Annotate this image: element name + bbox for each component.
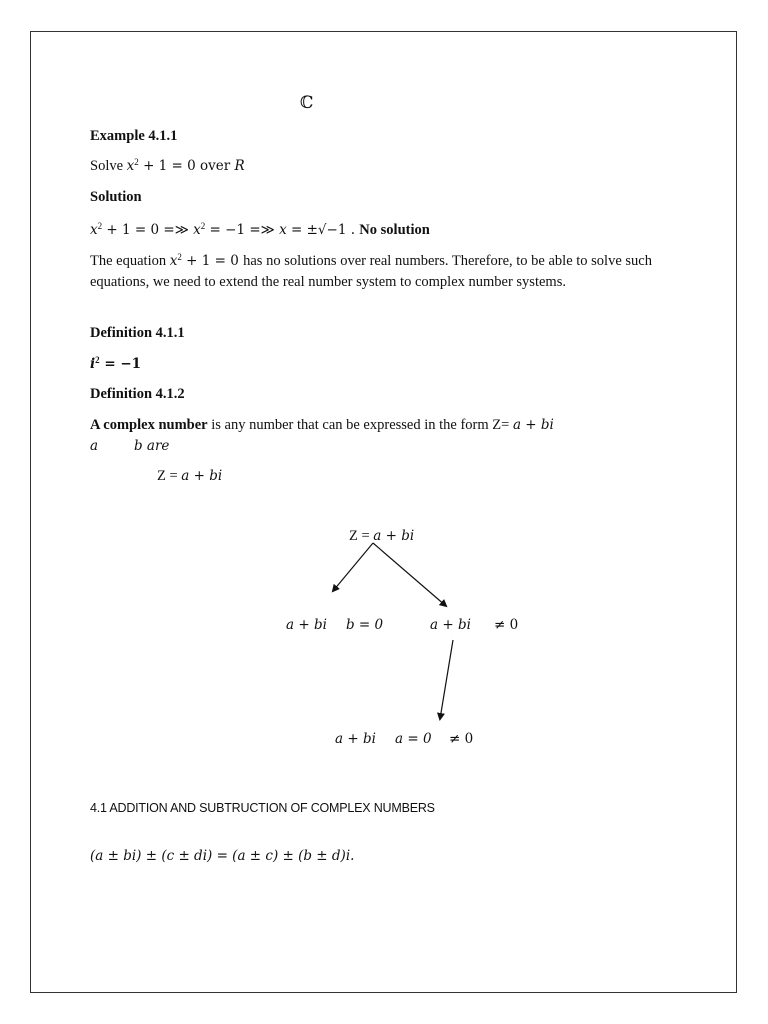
no-solution-label: No solution: [359, 222, 430, 238]
para-rest: has no solutions over real numbers. Therefore, to be able to solve such equations, we need to extend the real number system to complex number systems.: [90, 253, 652, 290]
problem-prefix: Solve: [90, 158, 127, 174]
sol-var-x3: x: [279, 222, 287, 238]
para-prefix: The equation: [90, 253, 170, 269]
def1-i: i: [90, 356, 96, 372]
para-eq: + 1 = 0: [181, 253, 244, 269]
problem-var-x: x: [126, 158, 135, 174]
addition-formula: (a ± bi) ± (c ± di) = (a ± c) ± (b ± d)i.: [90, 848, 355, 864]
problem-equation: + 1 = 0 over: [138, 158, 235, 174]
section-heading: 4.1 ADDITION AND SUBTRUCTION OF COMPLEX NUMBERS: [90, 801, 435, 815]
diagram-bottom-expr: a + bi: [335, 731, 376, 747]
def2-rest: is any number that can be expressed in the form Z=: [207, 417, 513, 433]
definition1-heading: Definition 4.1.1: [90, 325, 185, 341]
def2-b-are: b are: [134, 438, 170, 454]
arrow-to-right-branch: [373, 543, 446, 606]
complex-set-symbol: ℂ: [300, 93, 314, 113]
solution-heading: Solution: [90, 189, 142, 205]
example-heading: Example 4.1.1: [90, 128, 178, 144]
z-form-z: Z =: [157, 468, 182, 484]
arrow-to-left-branch: [333, 543, 373, 591]
diagram-left-expr: a + bi: [286, 617, 327, 633]
diagram-right-expr: a + bi: [430, 617, 471, 633]
sol-part1: + 1 = 0 =≫: [102, 222, 194, 238]
sol-part3: = ±√−1 .: [286, 222, 360, 238]
para-var-x: x: [169, 253, 178, 269]
def2-var-a: a: [90, 438, 99, 454]
definition2-heading: Definition 4.1.2: [90, 386, 185, 402]
problem-exponent: 2: [134, 157, 139, 167]
def1-rest: = −1: [99, 356, 142, 372]
diagram-root-expr: a + bi: [373, 528, 415, 544]
sol-var-x1: x: [90, 222, 98, 238]
para-exp: 2: [177, 252, 182, 262]
sol-part2: = −1 =≫: [205, 222, 280, 238]
def2-term: A complex number: [90, 417, 208, 433]
diagram-right-cond: ≠ 0: [494, 617, 519, 633]
diagram-bottom-cond2: ≠ 0: [449, 731, 474, 747]
sol-exp2: 2: [200, 221, 206, 231]
diagram-left-cond: b = 0: [346, 617, 384, 633]
z-form-expr: a + bi: [181, 468, 223, 484]
sol-exp1: 2: [97, 221, 103, 231]
def2-expr: a + bi: [512, 417, 554, 433]
problem-set-r: R: [234, 158, 245, 174]
sol-var-x2: x: [193, 222, 201, 238]
def1-exp: 2: [95, 355, 100, 365]
diagram-root-z: Z =: [349, 528, 374, 544]
arrow-to-bottom-branch: [440, 640, 453, 719]
diagram-bottom-cond1: a = 0: [395, 731, 432, 747]
